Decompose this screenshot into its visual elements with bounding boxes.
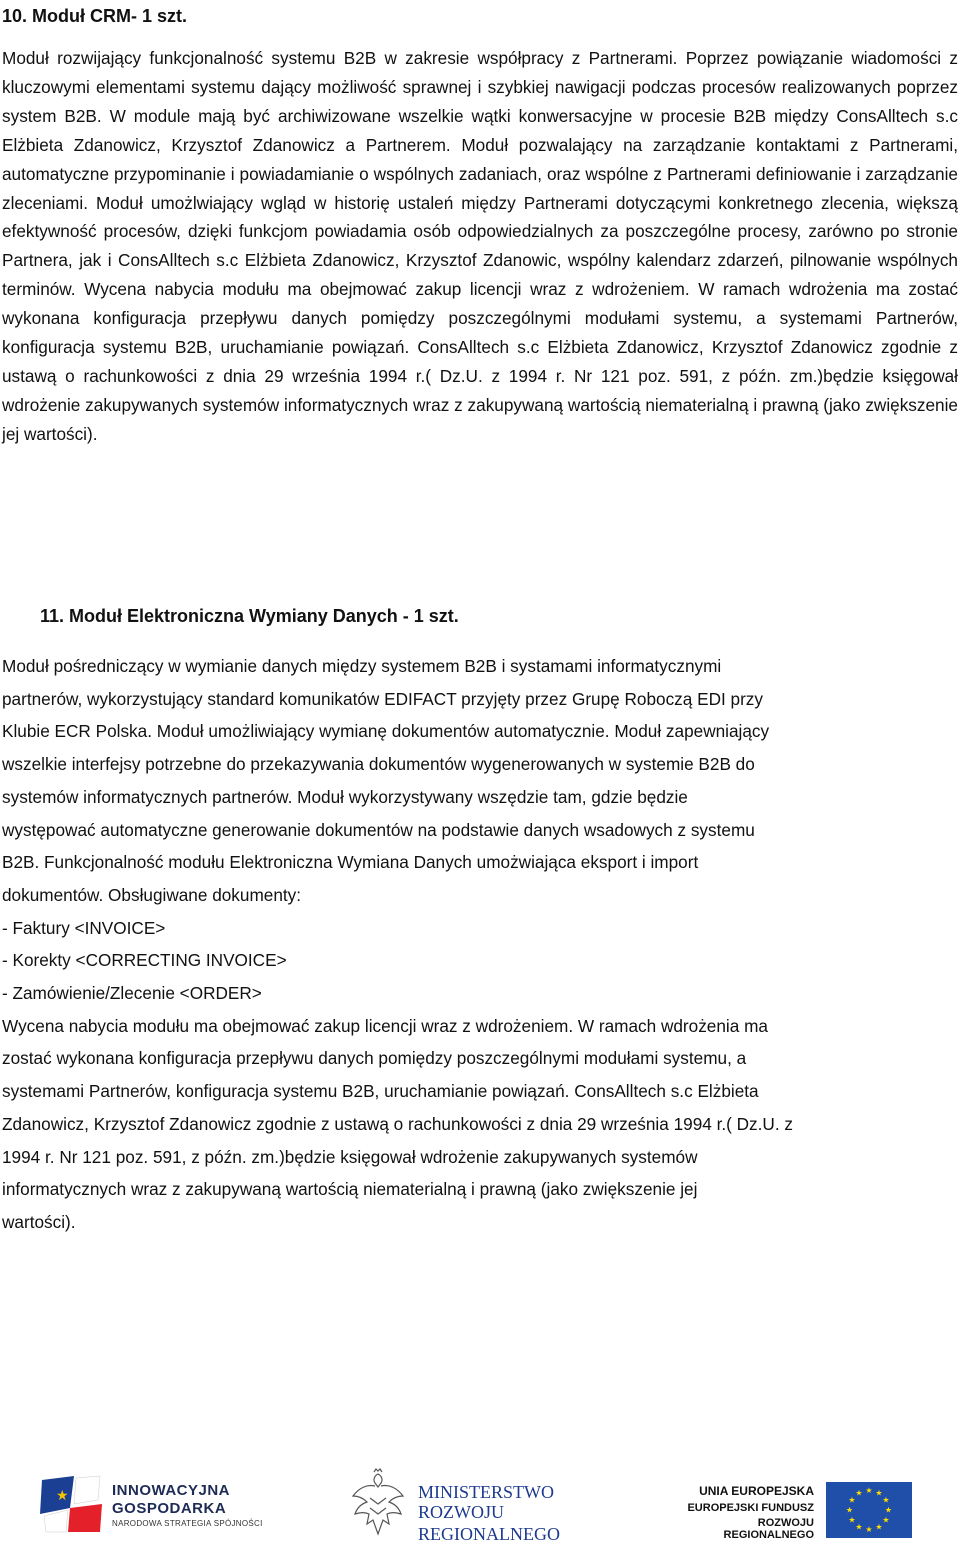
body-line: systemów informatycznych partnerów. Moduł wykorzystywany wszędzie tam, gdzie będzie [2,786,688,807]
svg-text:★: ★ [56,1488,69,1504]
ig-logo-line1: INNOWACYJNA [112,1482,231,1499]
body-line: wartości). [2,1211,76,1232]
ig-logo-line3: NARODOWA STRATEGIA SPÓJNOŚCI [112,1519,263,1528]
svg-text:★: ★ [875,1522,883,1532]
svg-text:★: ★ [875,1488,883,1498]
ig-flag-icon [40,1474,106,1534]
body-line: partnerów, wykorzystujący standard komunikatów EDIFACT przyjęty przez Grupę Roboczą EDI przy [2,688,763,709]
mrr-logo-line3: REGIONALNEGO [418,1524,560,1544]
ig-logo-line2: GOSPODARKA [112,1500,227,1517]
ue-logo-line1: UNIA EUROPEJSKA [699,1484,814,1498]
svg-text:★: ★ [855,1488,863,1498]
eu-flag-icon [826,1482,912,1538]
body-line: występować automatyczne generowanie dokumentów na podstawie danych wsadowych z systemu [2,819,755,840]
body-line: dokumentów. Obsługiwane dokumenty: [2,884,302,905]
body-line: wszelkie interfejsy potrzebne do przekazywania dokumentów wygenerowanych w systemie B2B do [2,754,755,775]
svg-text:★: ★ [865,1525,873,1534]
eagle-emblem-icon [348,1468,408,1544]
body-line: Zdanowicz, Krzysztof Zdanowicz zgodnie z ustawą o rachunkowości z dnia 29 września 1994 r.( Dz.U. z [2,1113,793,1134]
section-10-body: Moduł rozwijający funkcjonalność systemu B2B w zakresie współpracy z Partnerami. Poprzez powiązanie wiadomości z kluczowymi elementami systemu dający możliwość sprawnej i szybkiej nawigacji podczas procesów realizowanych poprzez system B2B. W module mają być archiwizowane wszelkie wątki konwersacyjne w procesie B2B między ConsAlltech s.c Elżbieta Zdanowicz, Krzysztof Zdanowicz a Partnerem. Moduł pozwalający na zarządzanie kontaktami z Partnerami, automatyczne przypominanie i powiadamianie o wspólnych zadaniach, oraz wspólne z Partnerami definiowanie i zarządzanie zleceniami. Moduł umożlwiający wgląd w historię ustaleń między Partnerami dotyczącymi konkretnego zlecenia, większą efektywność procesów, dzięki funkcjom powiadamia osób odpowiedzialnych za poszczególne procesy, zarówno po stronie Partnera, jak i ConsAlltech s.c Elżbieta Zdanowicz, Krzysztof Zdanowic, wspólny kalendarz zdarzeń, pilnowanie wspólnych terminów. Wycena nabycia modułu ma obejmować zakup licencji wraz z wdrożeniem. W ramach wdrożenia ma zostać wykonana konfiguracja przepływu danych pomiędzy poszczególnymi modułami systemu, a systemami Partnerów, konfiguracja systemu B2B, uruchamianie powiązań. ConsAlltech s.c Elżbieta Zdanowicz, Krzysztof Zdanowicz zgodnie z ustawą o rachunkowości z dnia 29 września 1994 r.( Dz.U. z 1994 r. Nr 121 poz. 591, z późn. zm.)będzie księgował wdrożenie zakupywanych systemów informatycznych wraz z zakupywaną wartością niematerialną i prawną (jako zwiększenie jej wartości). [2,48,958,444]
innowacyjna-gospodarka-logo [40,1474,270,1534]
body-line: systemami Partnerów, konfiguracja systemu B2B, uruchamianie powiązań. ConsAlltech s.c Elżbieta [2,1081,759,1102]
document-list-item: - Korekty <CORRECTING INVOICE> [2,950,287,971]
svg-text:★: ★ [882,1515,890,1525]
section-11-body [2,650,958,1239]
body-line: Wycena nabycia modułu ma obejmować zakup licencji wraz z wdrożeniem. W ramach wdrożenia ma [2,1015,768,1036]
footer-logos [0,1468,960,1546]
body-line: B2B. Funkcjonalność modułu Elektroniczna Wymiana Danych umożwiająca eksport i import [2,852,699,873]
section-10-heading: 10. Moduł CRM- 1 szt. [2,6,188,26]
svg-text:★: ★ [845,1505,854,1515]
svg-text:★: ★ [865,1486,873,1495]
body-line: Moduł pośredniczący w wymianie danych między systemem B2B i systamami informatycznymi [2,656,722,676]
ministerstwo-rozwoju-logo [348,1468,578,1546]
unia-europejska-logo [676,1482,912,1541]
body-line: zostać wykonana konfiguracja przepływu danych pomiędzy poszczególnymi modułami systemu, a [2,1048,747,1069]
svg-text:★: ★ [848,1495,856,1505]
svg-text:★: ★ [855,1522,863,1532]
svg-text:★: ★ [882,1495,890,1505]
document-list-item: - Faktury <INVOICE> [2,917,166,938]
ue-logo-line2: EUROPEJSKI FUNDUSZ [687,1502,814,1514]
body-line: Klubie ECR Polska. Moduł umożliwiający wymianę dokumentów automatycznie. Moduł zapewniający [2,721,770,742]
body-line: 1994 r. Nr 121 poz. 591, z późn. zm.)będzie księgował wdrożenie zakupywanych systemów [2,1146,698,1167]
document-list-item: - Zamówienie/Zlecenie <ORDER> [2,983,262,1004]
mrr-logo-line1: MINISTERSTWO [418,1482,554,1502]
ue-logo-line3: ROZWOJU REGIONALNEGO [723,1517,814,1541]
svg-text:★: ★ [884,1505,893,1515]
body-line: informatycznych wraz z zakupywaną wartością niematerialną i prawną (jako zwiększenie jej [2,1179,698,1200]
section-11-heading: 11. Moduł Elektroniczna Wymiany Danych - 1 szt. [40,606,459,626]
mrr-logo-line2: ROZWOJU [418,1502,504,1522]
svg-text:★: ★ [848,1515,856,1525]
